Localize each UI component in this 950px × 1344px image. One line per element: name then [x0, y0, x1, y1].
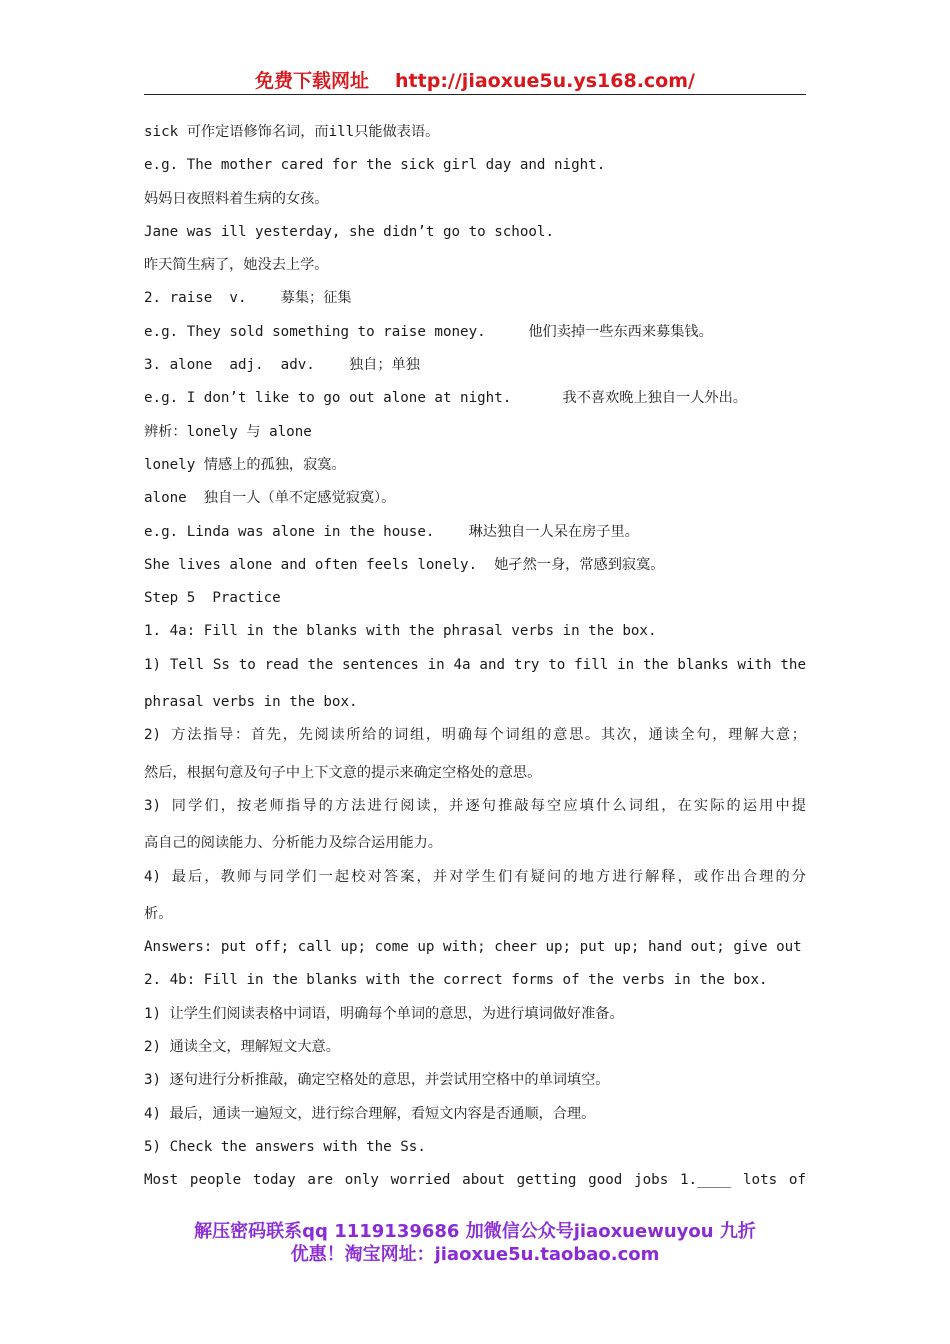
text-line: e.g. The mother cared for the sick girl day and night.	[144, 157, 606, 174]
section-heading: Step 5 Practice	[144, 590, 281, 607]
answers-line: Answers: put off; call up; come up with; cheer up; put up; hand out; give out	[144, 939, 802, 956]
text-line: Jane was ill yesterday, she didn’t go to school.	[144, 223, 554, 240]
text-line: 3. alone adj. adv. 独自；单独	[144, 357, 420, 374]
text-line: 昨天简生病了，她没去上学。	[144, 257, 329, 274]
page-header	[144, 66, 806, 93]
text-line: lonely 情感上的孤独，寂寞。	[144, 456, 346, 473]
text-line: 2) 通读全文，理解短文大意。	[144, 1039, 340, 1056]
text-line: 1) 让学生们阅读表格中词语，明确每个单词的意思，为进行填词做好准备。	[144, 1005, 624, 1022]
text-line: e.g. I don’t like to go out alone at night. 我不喜欢晚上独自一人外出。	[144, 390, 747, 407]
text-line: 2. raise v. 募集；征集	[144, 290, 352, 307]
footer-line-2: 优惠！淘宝网址：jiaoxue5u.taobao.com	[290, 1244, 660, 1265]
text-line: 4) 最后，教师与同学们一起校对答案，并对学生们有疑问的地方进行解释，或作出合理的分	[144, 868, 806, 885]
text-line: e.g. Linda was alone in the house. 琳达独自一人呆在房子里。	[144, 523, 639, 540]
text-line: sick 可作定语修饰名词，而ill只能做表语。	[144, 124, 440, 140]
text-line: Most people today are only worried about getting good jobs 1.____ lots of	[144, 1172, 806, 1189]
header-divider	[144, 94, 806, 95]
text-line: e.g. They sold something to raise money. 他们卖掉一些东西来募集钱。	[144, 323, 713, 340]
text-line: 妈妈日夜照料着生病的女孩。	[144, 190, 329, 207]
text-line: 高自己的阅读能力、分析能力及综合运用能力。	[144, 835, 442, 852]
text-line: 5) Check the answers with the Ss.	[144, 1138, 426, 1155]
page-footer	[140, 1220, 810, 1266]
text-line: 4) 最后，通读一遍短文，进行综合理解，看短文内容是否通顺，合理。	[144, 1105, 596, 1122]
document-body	[144, 120, 806, 1202]
text-line: 辨析：lonely 与 alone	[144, 423, 312, 440]
text-line: 3) 逐句进行分析推敲，确定空格处的意思，并尝试用空格中的单词填空。	[144, 1072, 610, 1089]
text-line: 析。	[144, 905, 173, 922]
text-line: 然后，根据句意及句子中上下文意的提示来确定空格处的意思。	[144, 764, 542, 781]
text-line: 2. 4b: Fill in the blanks with the correct forms of the verbs in the box.	[144, 972, 768, 989]
text-line: She lives alone and often feels lonely. 她孑然一身，常感到寂寞。	[144, 556, 665, 573]
text-line: 1) Tell Ss to read the sentences in 4a and try to fill in the blanks with the	[144, 656, 806, 673]
text-line: 3) 同学们，按老师指导的方法进行阅读，并逐句推敲每空应填什么词组，在实际的运用中提	[144, 797, 806, 814]
text-line: 2) 方法指导：首先，先阅读所给的词组，明确每个词组的意思。其次，通读全句，理解大意；	[144, 727, 806, 744]
text-line: phrasal verbs in the box.	[144, 694, 358, 711]
footer-line-1: 解压密码联系qq 1119139686 加微信公众号jiaoxuewuyou 九折	[194, 1221, 756, 1242]
text-line: 1. 4a: Fill in the blanks with the phrasal verbs in the box.	[144, 623, 657, 640]
header-label: 免费下载网址	[255, 70, 370, 92]
text-line: alone 独自一人（单不定感觉寂寞）。	[144, 490, 396, 507]
header-url[interactable]: http://jiaoxue5u.ys168.com/	[395, 70, 695, 92]
